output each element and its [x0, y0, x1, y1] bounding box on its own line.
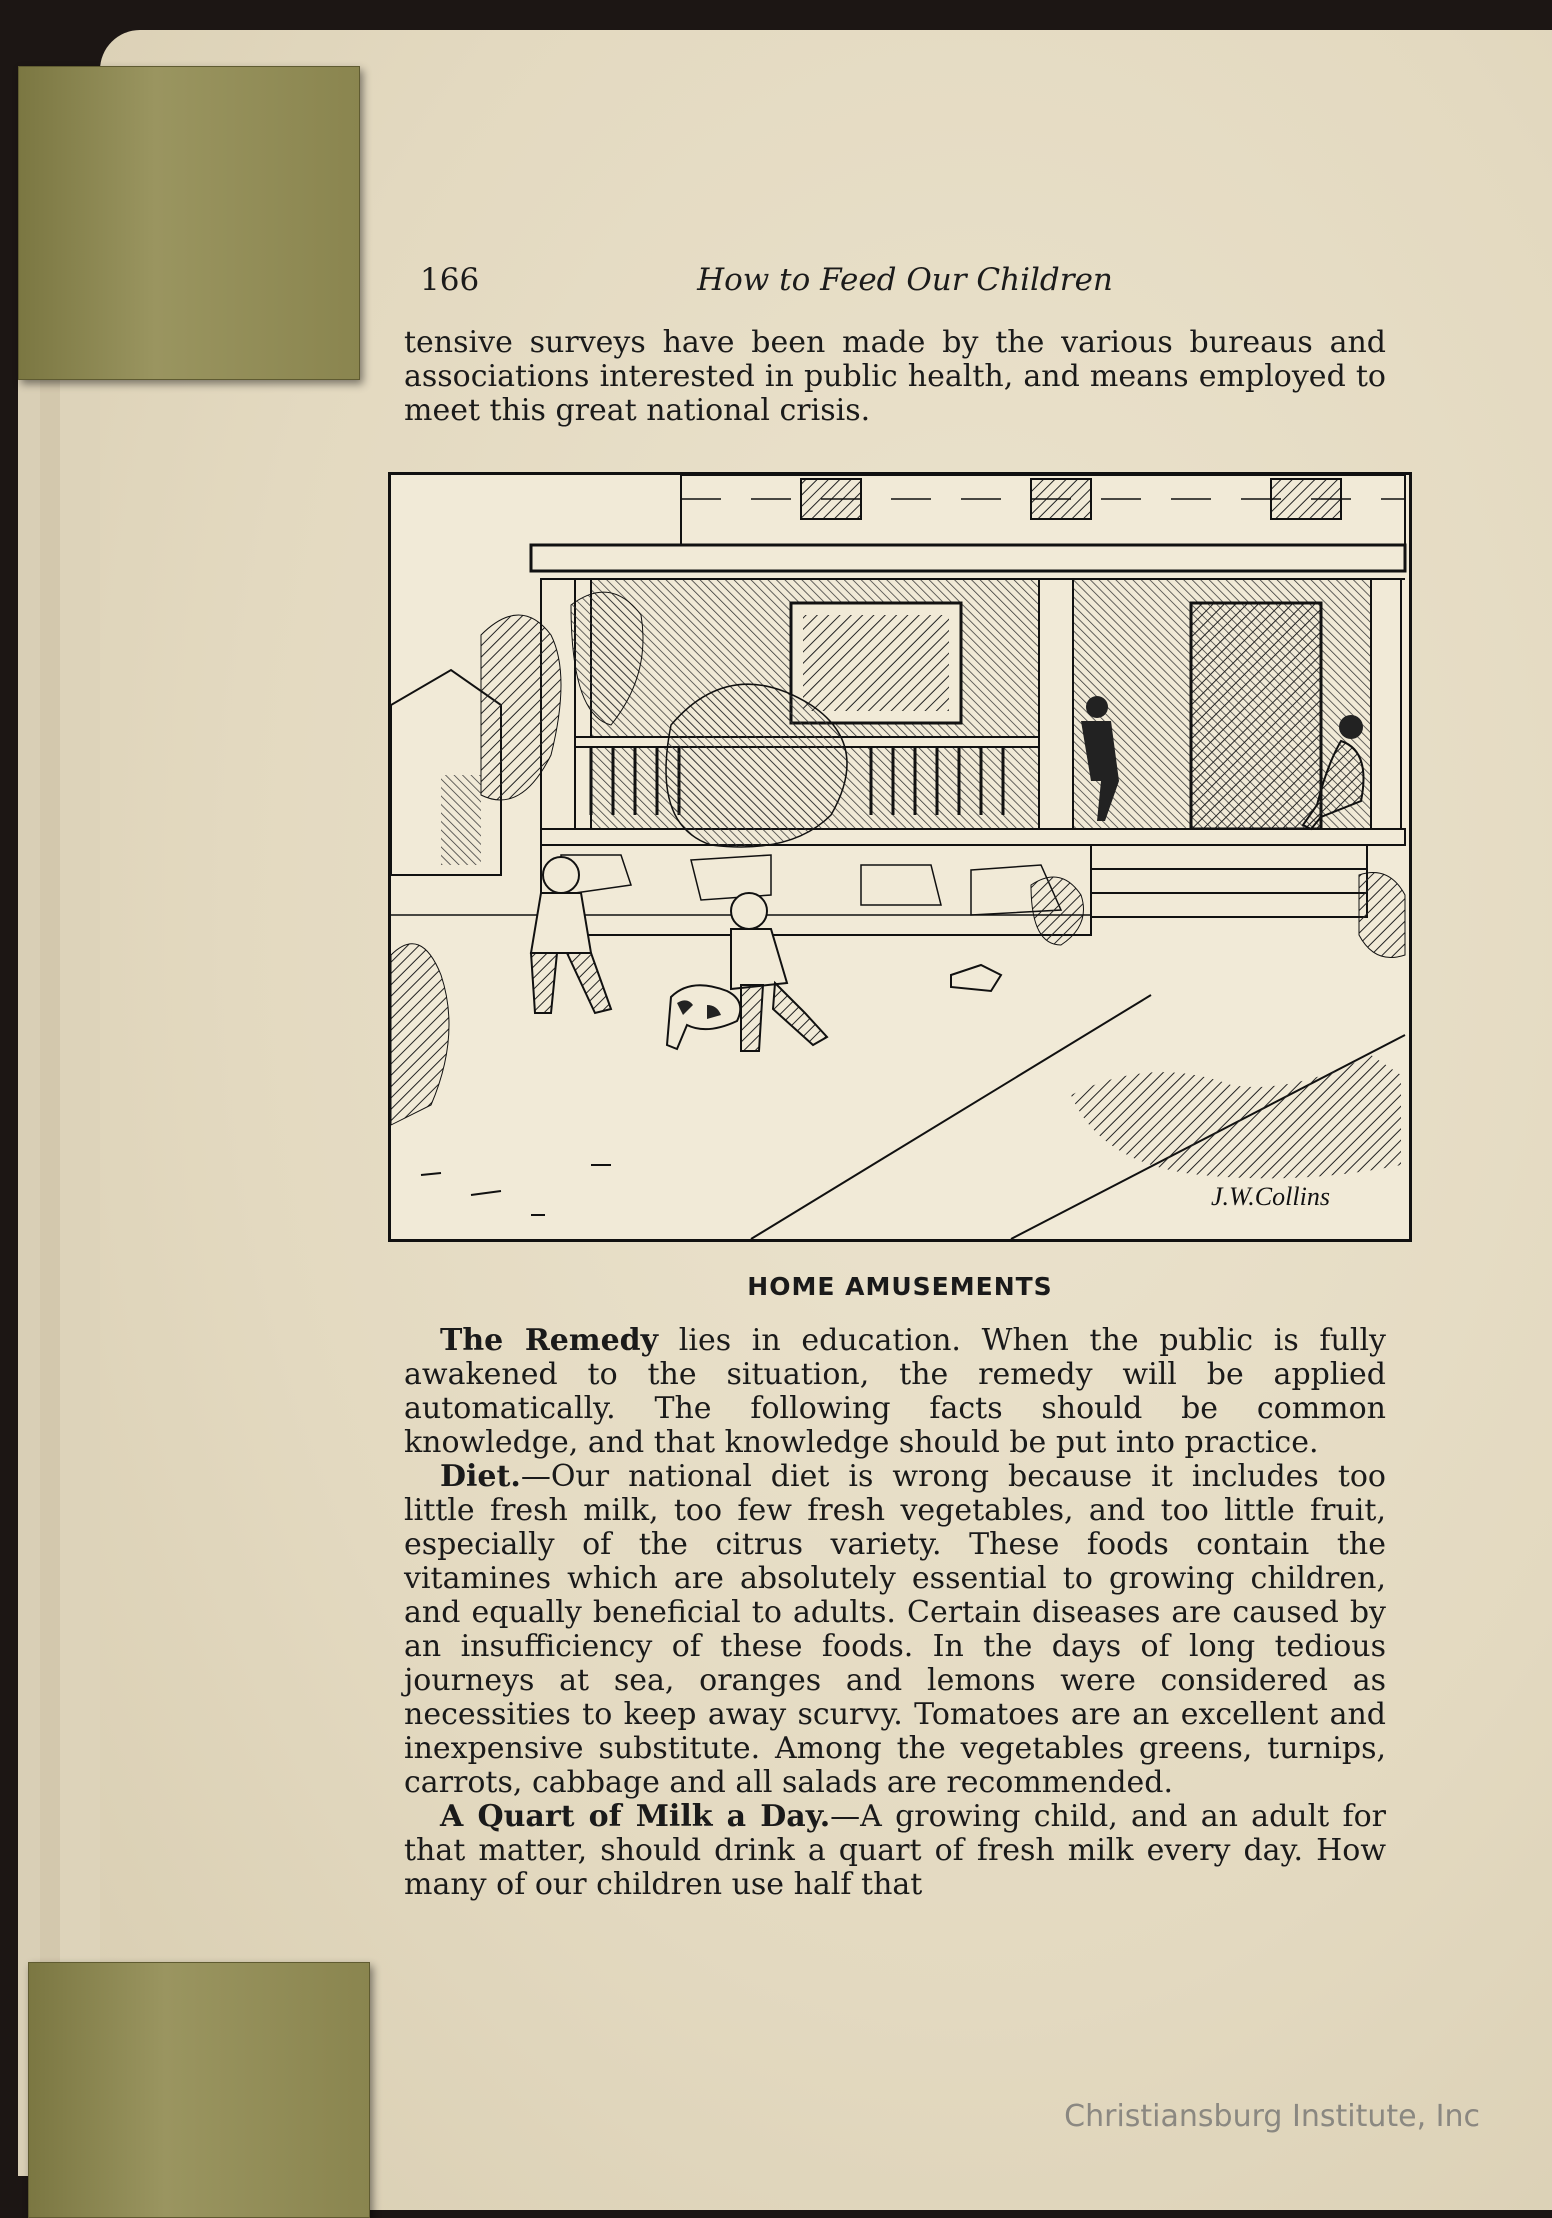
text-milk: —A growing child, and an adult for that matter, should drink a quart of fresh milk every day. How many of our children use half that: [404, 1799, 1387, 1902]
porch-scene-drawing: [391, 475, 1409, 1239]
text-remedy: lies in education. When the public is fully awakened to the situation, the remedy will be applied automatically. The following facts should be common knowledge, and that knowledge should be put into practice.: [404, 1323, 1386, 1460]
heading-diet: Diet.: [440, 1459, 521, 1494]
heading-milk: A Quart of Milk a Day.: [440, 1799, 831, 1834]
artist-signature: J.W.Collins: [1211, 1182, 1330, 1211]
paragraph-milk: [404, 1800, 1386, 1902]
illustration-caption: HOME AMUSEMENTS: [747, 1272, 1053, 1301]
page-number: 166: [420, 262, 480, 298]
paragraph-diet: [404, 1460, 1386, 1800]
house-facade: [531, 475, 1405, 935]
text-diet: —Our national diet is wrong because it includes too little fresh milk, too few fresh vegetables, and too little fruit, especially of the citrus variety. These foods contain the vitamines which are absolutely essential to growing children, and equally beneficial to adults. Certain diseases are caused by an insufficiency of these foods. In the days of long tedious journeys at sea, oranges and lemons were considered as necessities to keep away scurvy. Tomatoes are an excellent and inexpensive substitute. Among the vegetables greens, turnips, carrots, cabbage and all salads are recommended.: [404, 1459, 1386, 1800]
paragraph-remedy: [404, 1324, 1386, 1460]
running-title: How to Feed Our Children: [697, 262, 1113, 298]
body-text: [404, 1324, 1386, 1902]
heading-remedy: The Remedy: [440, 1323, 659, 1358]
bottom-corner-flap: [28, 1962, 370, 2218]
watermark: Christiansburg Institute, Inc: [1064, 2099, 1480, 2134]
illustration-home-amusements: [388, 472, 1412, 1242]
intro-paragraph: tensive surveys have been made by the various bureaus and associations interested in public health, and means employed to meet this great national crisis.: [404, 325, 1386, 428]
top-corner-flap: [18, 66, 360, 380]
